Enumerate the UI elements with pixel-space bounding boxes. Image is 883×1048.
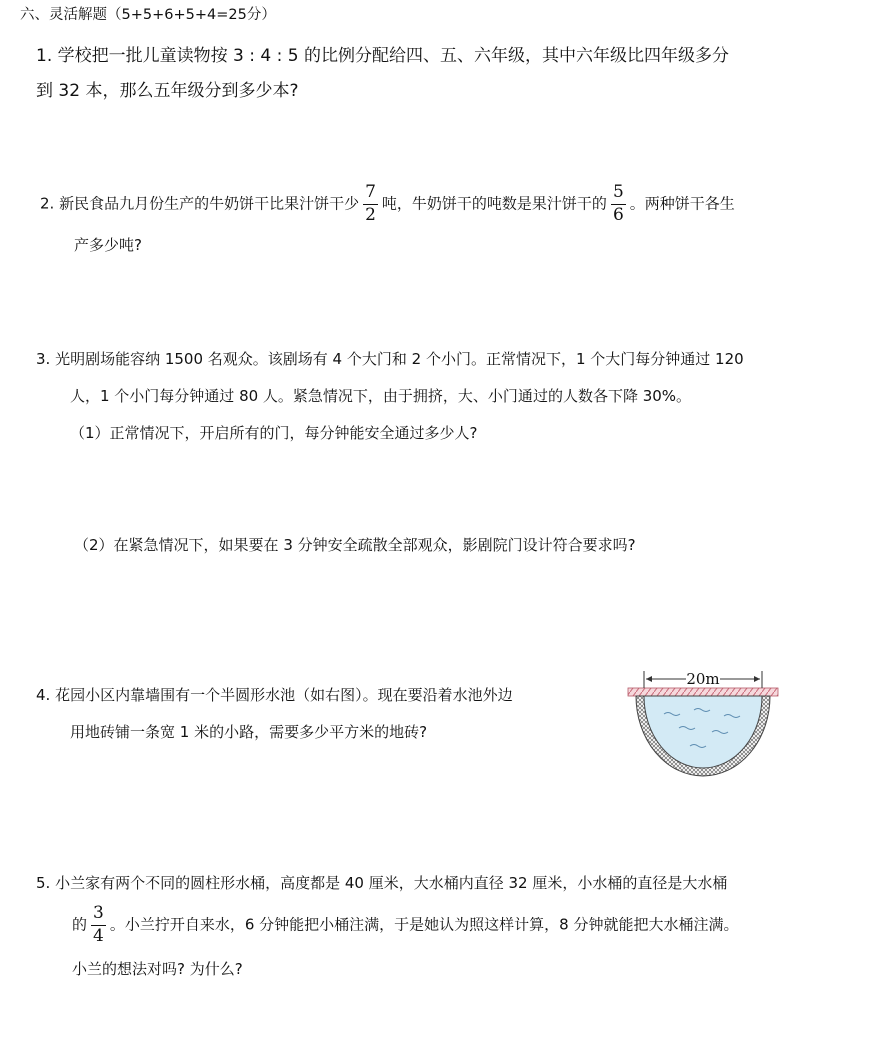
semicircle-pool-figure <box>624 668 784 780</box>
q3-line2: 人，1 个小门每分钟通过 80 人。紧急情况下，由于拥挤，大、小门通过的人数各下降 30%。 <box>70 387 692 405</box>
q2-fraction-tons-denominator: 2 <box>365 204 376 225</box>
figure-dimension-label: 20m <box>686 670 720 688</box>
section-heading: 六、灵活解题（5+5+6+5+4=25分） <box>20 7 276 23</box>
q3-subquestion-1: （1）正常情况下，开启所有的门，每分钟能安全通过多少人? <box>70 424 478 442</box>
q5-fraction-denominator: 4 <box>93 925 104 946</box>
q5-line1: 5. 小兰家有两个不同的圆柱形水桶，高度都是 40 厘米，大水桶内直径 32 厘米，小水桶的直径是大水桶 <box>36 874 728 892</box>
q5-line2 <box>72 904 738 946</box>
q2-fraction-tons-numerator: 7 <box>365 182 376 202</box>
q5-fraction-numerator: 3 <box>93 903 104 923</box>
q2-text-part1: 2. 新民食品九月份生产的牛奶饼干比果汁饼干少 <box>40 194 360 213</box>
q2-fraction-ratio-denominator: 6 <box>612 204 624 225</box>
q2-fraction-ratio-numerator: 5 <box>612 182 624 202</box>
q2-fraction-tons <box>363 183 378 225</box>
q3-line1: 3. 光明剧场能容纳 1500 名观众。该剧场有 4 个大门和 2 个小门。正常情况下，1 个大门每分钟通过 120 <box>36 350 744 368</box>
q1-line2: 到 32 本，那么五年级分到多少本? <box>36 81 299 101</box>
q5-text-part1: 的 <box>72 915 88 934</box>
q5-line3: 小兰的想法对吗? 为什么? <box>72 960 243 978</box>
wall <box>628 688 778 696</box>
q2-text-part3: 。两种饼干各生 <box>629 194 735 213</box>
q2-line1 <box>40 183 735 225</box>
q2-fraction-ratio <box>611 183 626 225</box>
q4-line1: 4. 花园小区内靠墙围有一个半圆形水池（如右图）。现在要沿着水池外边 <box>36 686 513 704</box>
q5-fraction <box>91 904 106 946</box>
q5-text-part2: 。小兰拧开自来水，6 分钟能把小桶注满，于是她认为照这样计算，8 分钟就能把大水桶注满。 <box>109 915 739 934</box>
q2-text-part2: 吨，牛奶饼干的吨数是果汁饼干的 <box>381 194 607 213</box>
q1-line1: 1. 学校把一批儿童读物按 3 : 4 : 5 的比例分配给四、五、六年级，其中六年级比四年级多分 <box>36 46 729 66</box>
q4-line2: 用地砖铺一条宽 1 米的小路，需要多少平方米的地砖? <box>70 723 428 741</box>
q3-subquestion-2: （2）在紧急情况下，如果要在 3 分钟安全疏散全部观众，影剧院门设计符合要求吗? <box>74 536 636 554</box>
q2-line2: 产多少吨? <box>74 236 142 254</box>
